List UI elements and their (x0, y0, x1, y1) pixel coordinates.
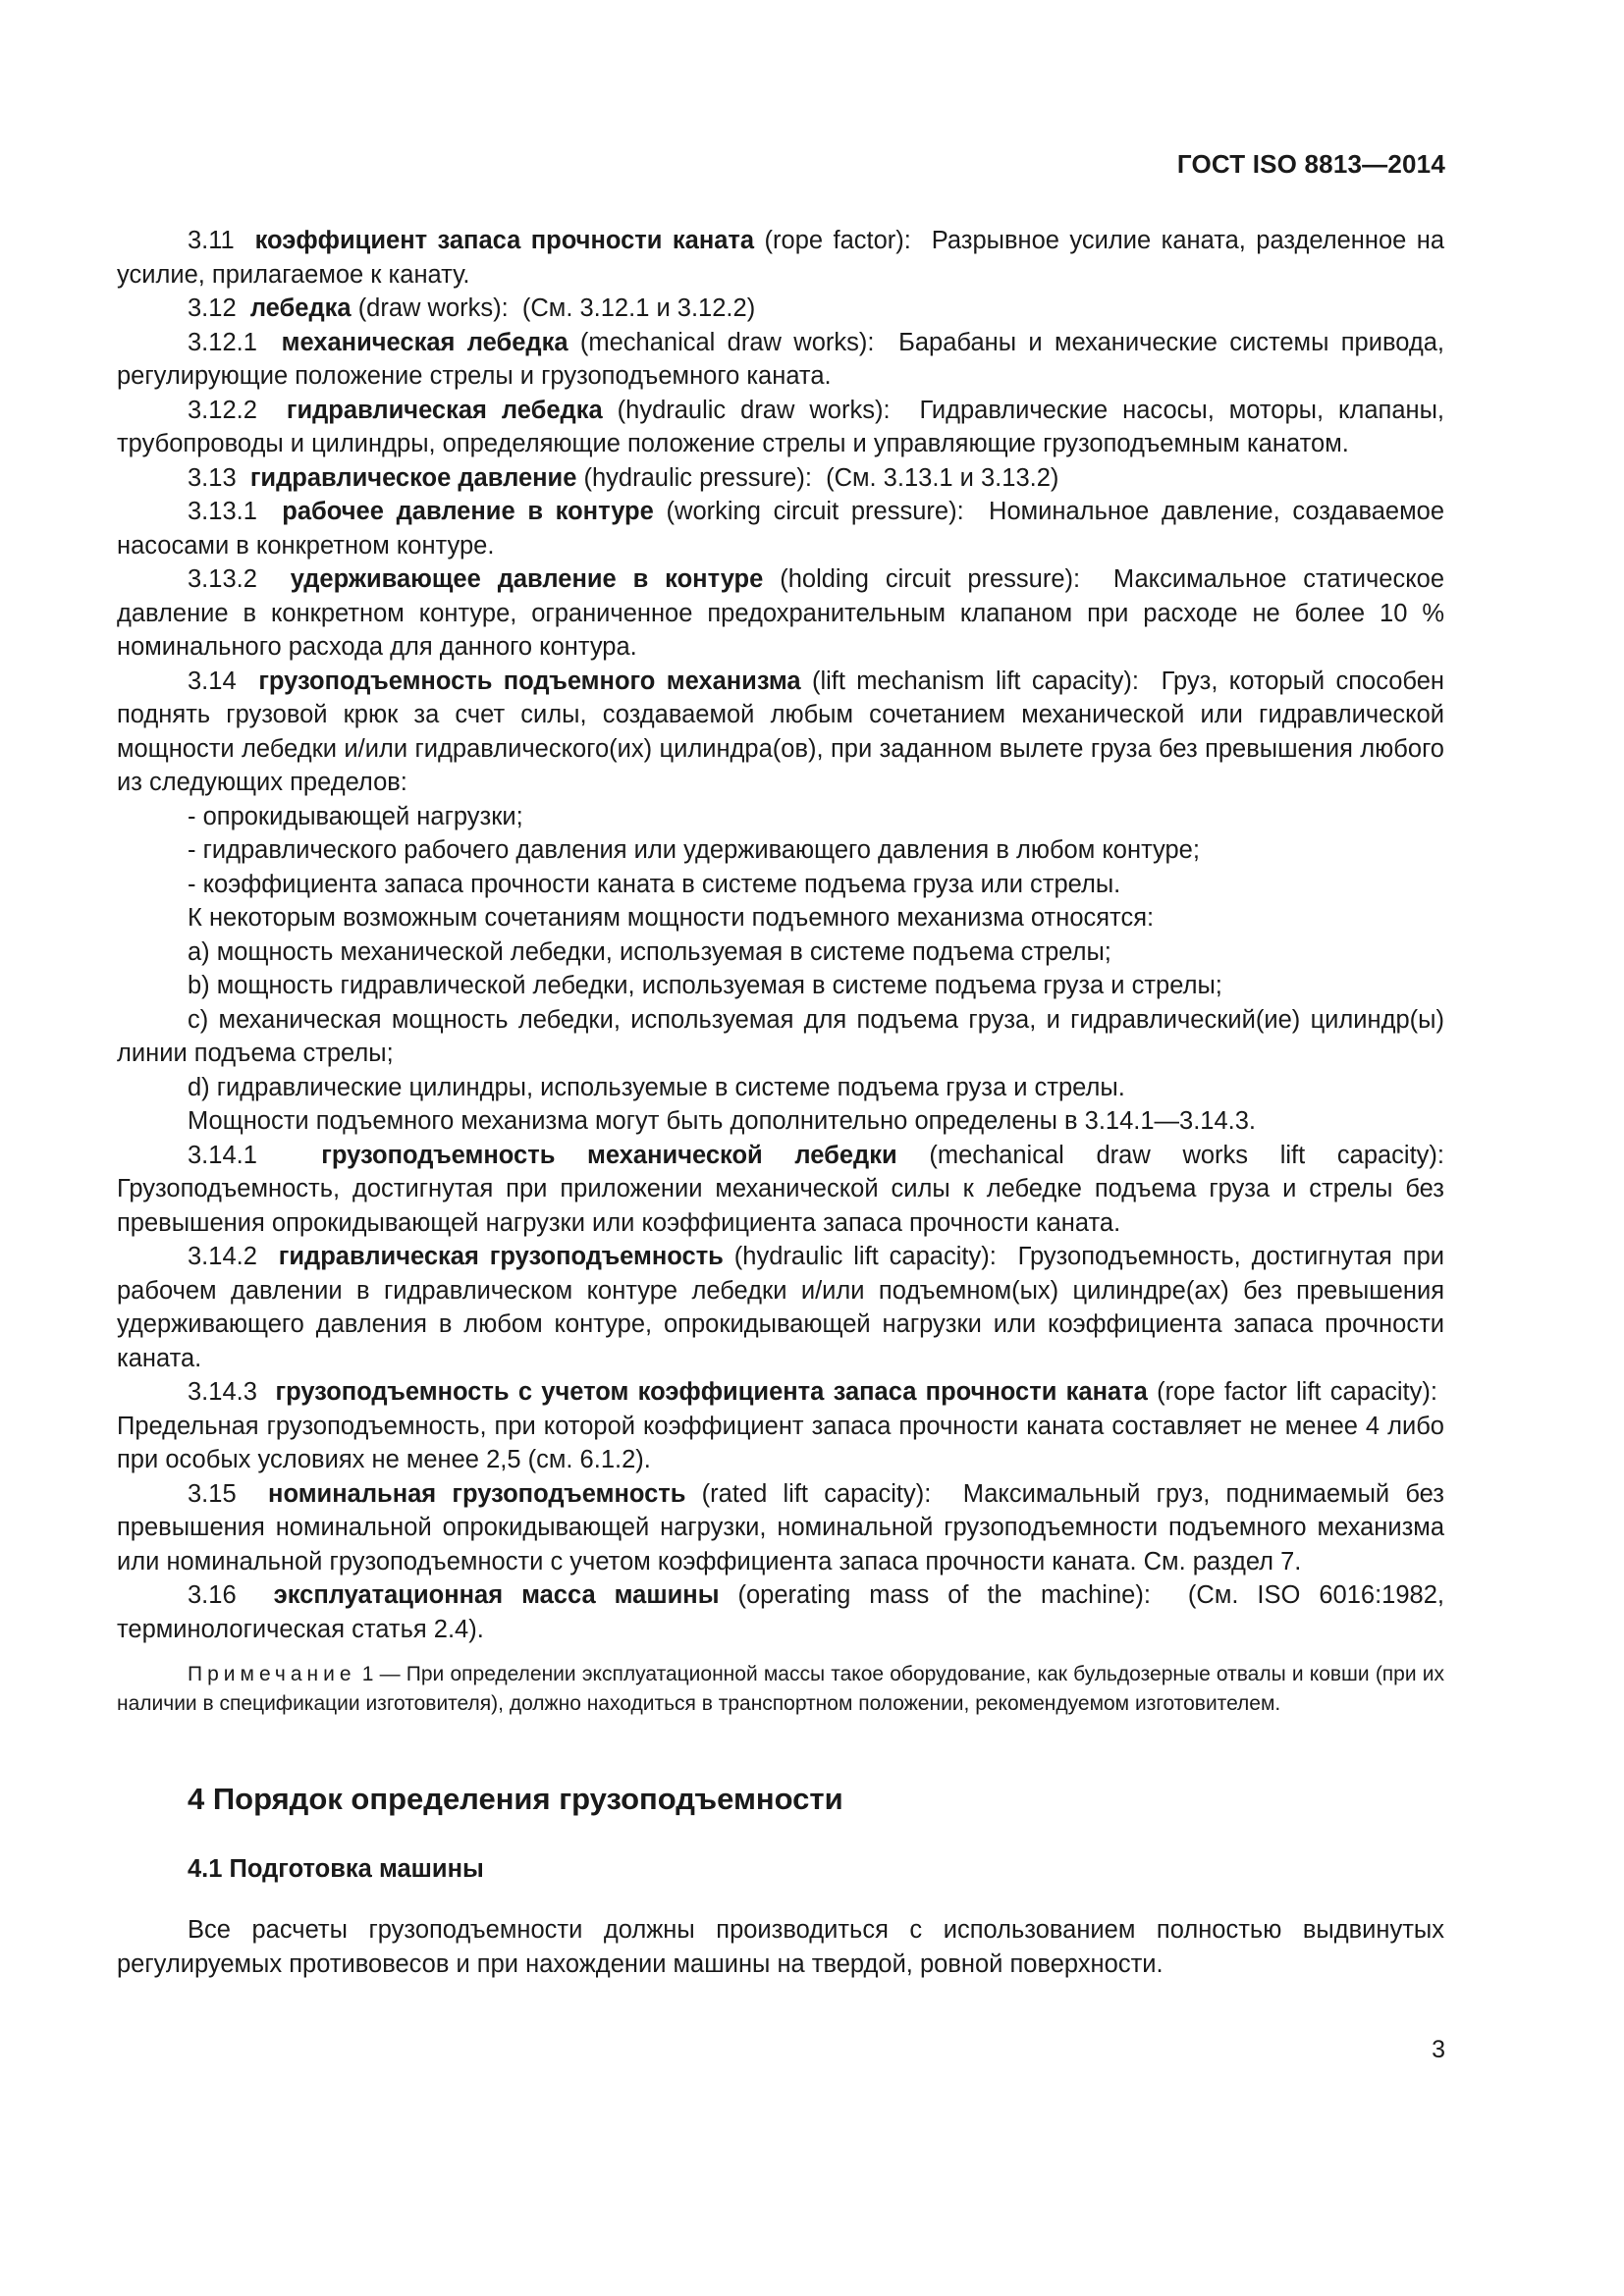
subsection-body: Все расчеты грузоподъемности должны производиться с использованием полностью выдвинутых регулируемых противовесов и при нахождении машины на твердой, ровной поверхности. (117, 1916, 1444, 1978)
term-name: эксплуатационная масса машины (273, 1581, 720, 1609)
limit-item: - опрокидывающей нагрузки; (188, 802, 523, 830)
page-number: 3 (1432, 2036, 1445, 2063)
term-name: удерживающее давление в контуре (290, 565, 764, 593)
term-name: гидравлическое давление (249, 463, 577, 492)
term-entry-3-15: 3.15 номинальная грузоподъемность (rated lift capacity): Максимальный груз, поднимаемый без превышения номинальной опрокидывающей нагрузки, номинальной грузоподъемности подъемного механизма или номинальной грузоподъемности с учетом коэффициента запаса прочности каната. См. раздел 7. (117, 1479, 1444, 1575)
term-name: рабочее давление в контуре (282, 498, 654, 525)
term-name: коэффициент запаса прочности каната (254, 227, 755, 254)
combo-item: b) мощность гидравлической лебедки, используемая в системе подъема груза и стрелы; (188, 972, 1222, 999)
term-name: грузоподъемность механической лебедки (321, 1141, 897, 1169)
combos-intro: К некоторым возможным сочетаниям мощности подъемного механизма относятся: (188, 904, 1155, 932)
combos-outro: Мощности подъемного механизма могут быть дополнительно определены в 3.14.1—3.14.3. (188, 1107, 1257, 1135)
term-entry-3-13-2: 3.13.2 удерживающее давление в контуре (holding circuit pressure): Максимальное статическое давление в конкретном контуре, ограниченное предохранительным клапаном при расходе не более 10 % номинального расхода для данного контура. (117, 565, 1444, 661)
term-name: гидравлическая лебедка (286, 396, 603, 424)
note-label: Примечание (188, 1663, 356, 1685)
limit-item: - гидравлического рабочего давления или удерживающего давления в любом контуре; (188, 836, 1200, 864)
term-entry-3-13-1: 3.13.1 рабочее давление в контуре (working circuit pressure): Номинальное давление, создаваемое насосами в конкретном контуре. (117, 498, 1445, 560)
document-body (117, 224, 1444, 1981)
term-entry-3-13: 3.13 гидравлическое давление (hydraulic pressure): (См. 3.13.1 и 3.13.2) (188, 463, 1059, 492)
term-name: номинальная грузоподъемность (268, 1479, 686, 1508)
note (117, 1660, 1444, 1719)
combo-item: c) механическая мощность лебедки, используемая для подъема груза, и гидравлический(ие) цилиндр(ы) линии подъема стрелы; (117, 1005, 1444, 1067)
term-entry-3-12-1: 3.12.1 механическая лебедка (mechanical draw works): Барабаны и механические системы привода, регулирующие положение стрелы и грузоподъемного каната. (117, 328, 1444, 390)
subsection-heading: 4.1 Подготовка машины (188, 1855, 484, 1883)
term-entry-3-14-2: 3.14.2 гидравлическая грузоподъемность (hydraulic lift capacity): Грузоподъемность, достигнутая при рабочем давлении в гидравлическом контуре лебедки и/или подъемном(ых) цилиндре(ах) без превышения удерживающего давления в любом контуре, опрокидывающей нагрузки или коэффициента запаса прочности каната. (117, 1243, 1445, 1372)
document-code: ГОСТ ISO 8813—2014 (1176, 149, 1445, 179)
combo-item: d) гидравлические цилиндры, используемые в системе подъема груза и стрелы. (188, 1073, 1125, 1101)
term-entry-3-11: 3.11 коэффициент запаса прочности каната (rope factor): Разрывное усилие каната, разделенное на усилие, прилагаемое к канату. (117, 227, 1445, 289)
combo-item: a) мощность механической лебедки, используемая в системе подъема стрелы; (188, 937, 1111, 966)
note-text: 1 — При определении эксплуатационной массы такое оборудование, как бульдозерные отвалы и ковши (при их наличии в спецификации изготовителя), должно находиться в транспортном положении, рекомендуемом изготовителем. (117, 1663, 1444, 1715)
term-name: лебедка (249, 294, 352, 322)
term-entry-3-14-3: 3.14.3 грузоподъемность с учетом коэффициента запаса прочности каната (rope factor lift capacity): Предельная грузоподъемность, при которой коэффициент запаса прочности каната составляет не менее 4 либо при особых условиях не менее 2,5 (см. 6.1.2). (117, 1378, 1444, 1473)
term-name: грузоподъемность с учетом коэффициента запаса прочности каната (275, 1378, 1148, 1406)
term-entry-3-12: 3.12 лебедка (draw works): (См. 3.12.1 и 3.12.2) (188, 294, 756, 322)
term-entry-3-14: 3.14 грузоподъемность подъемного механизма (lift mechanism lift capacity): Груз, который способен поднять грузовой крюк за счет силы, создаваемой любым сочетанием механической или гидравлической мощности лебедки и/или гидравлического(их) цилиндра(ов), при заданном вылете груза без превышения любого из следующих пределов: (117, 667, 1445, 796)
term-name: гидравлическая грузоподъемность (278, 1243, 724, 1270)
term-entry-3-16: 3.16 эксплуатационная масса машины (operating mass of the machine): (См. ISO 6016:1982, терминологическая статья 2.4). (117, 1581, 1444, 1643)
term-entry-3-12-2: 3.12.2 гидравлическая лебедка (hydraulic draw works): Гидравлические насосы, моторы, клапаны, трубопроводы и цилиндры, определяющие положение стрелы и управляющие грузоподъемным канатом. (117, 396, 1445, 457)
limit-item: - коэффициента запаса прочности каната в системе подъема груза или стрелы. (188, 870, 1121, 898)
section-heading: 4 Порядок определения грузоподъемности (188, 1782, 843, 1816)
term-name: грузоподъемность подъемного механизма (258, 667, 801, 695)
term-name: механическая лебедка (281, 328, 568, 356)
term-entry-3-14-1: 3.14.1 грузоподъемность механической лебедки (mechanical draw works lift capacity): Грузоподъемность, достигнутая при приложении механической силы к лебедке подъема груза и стрелы без превышения опрокидывающей нагрузки или коэффициента запаса прочности каната. (117, 1141, 1445, 1237)
